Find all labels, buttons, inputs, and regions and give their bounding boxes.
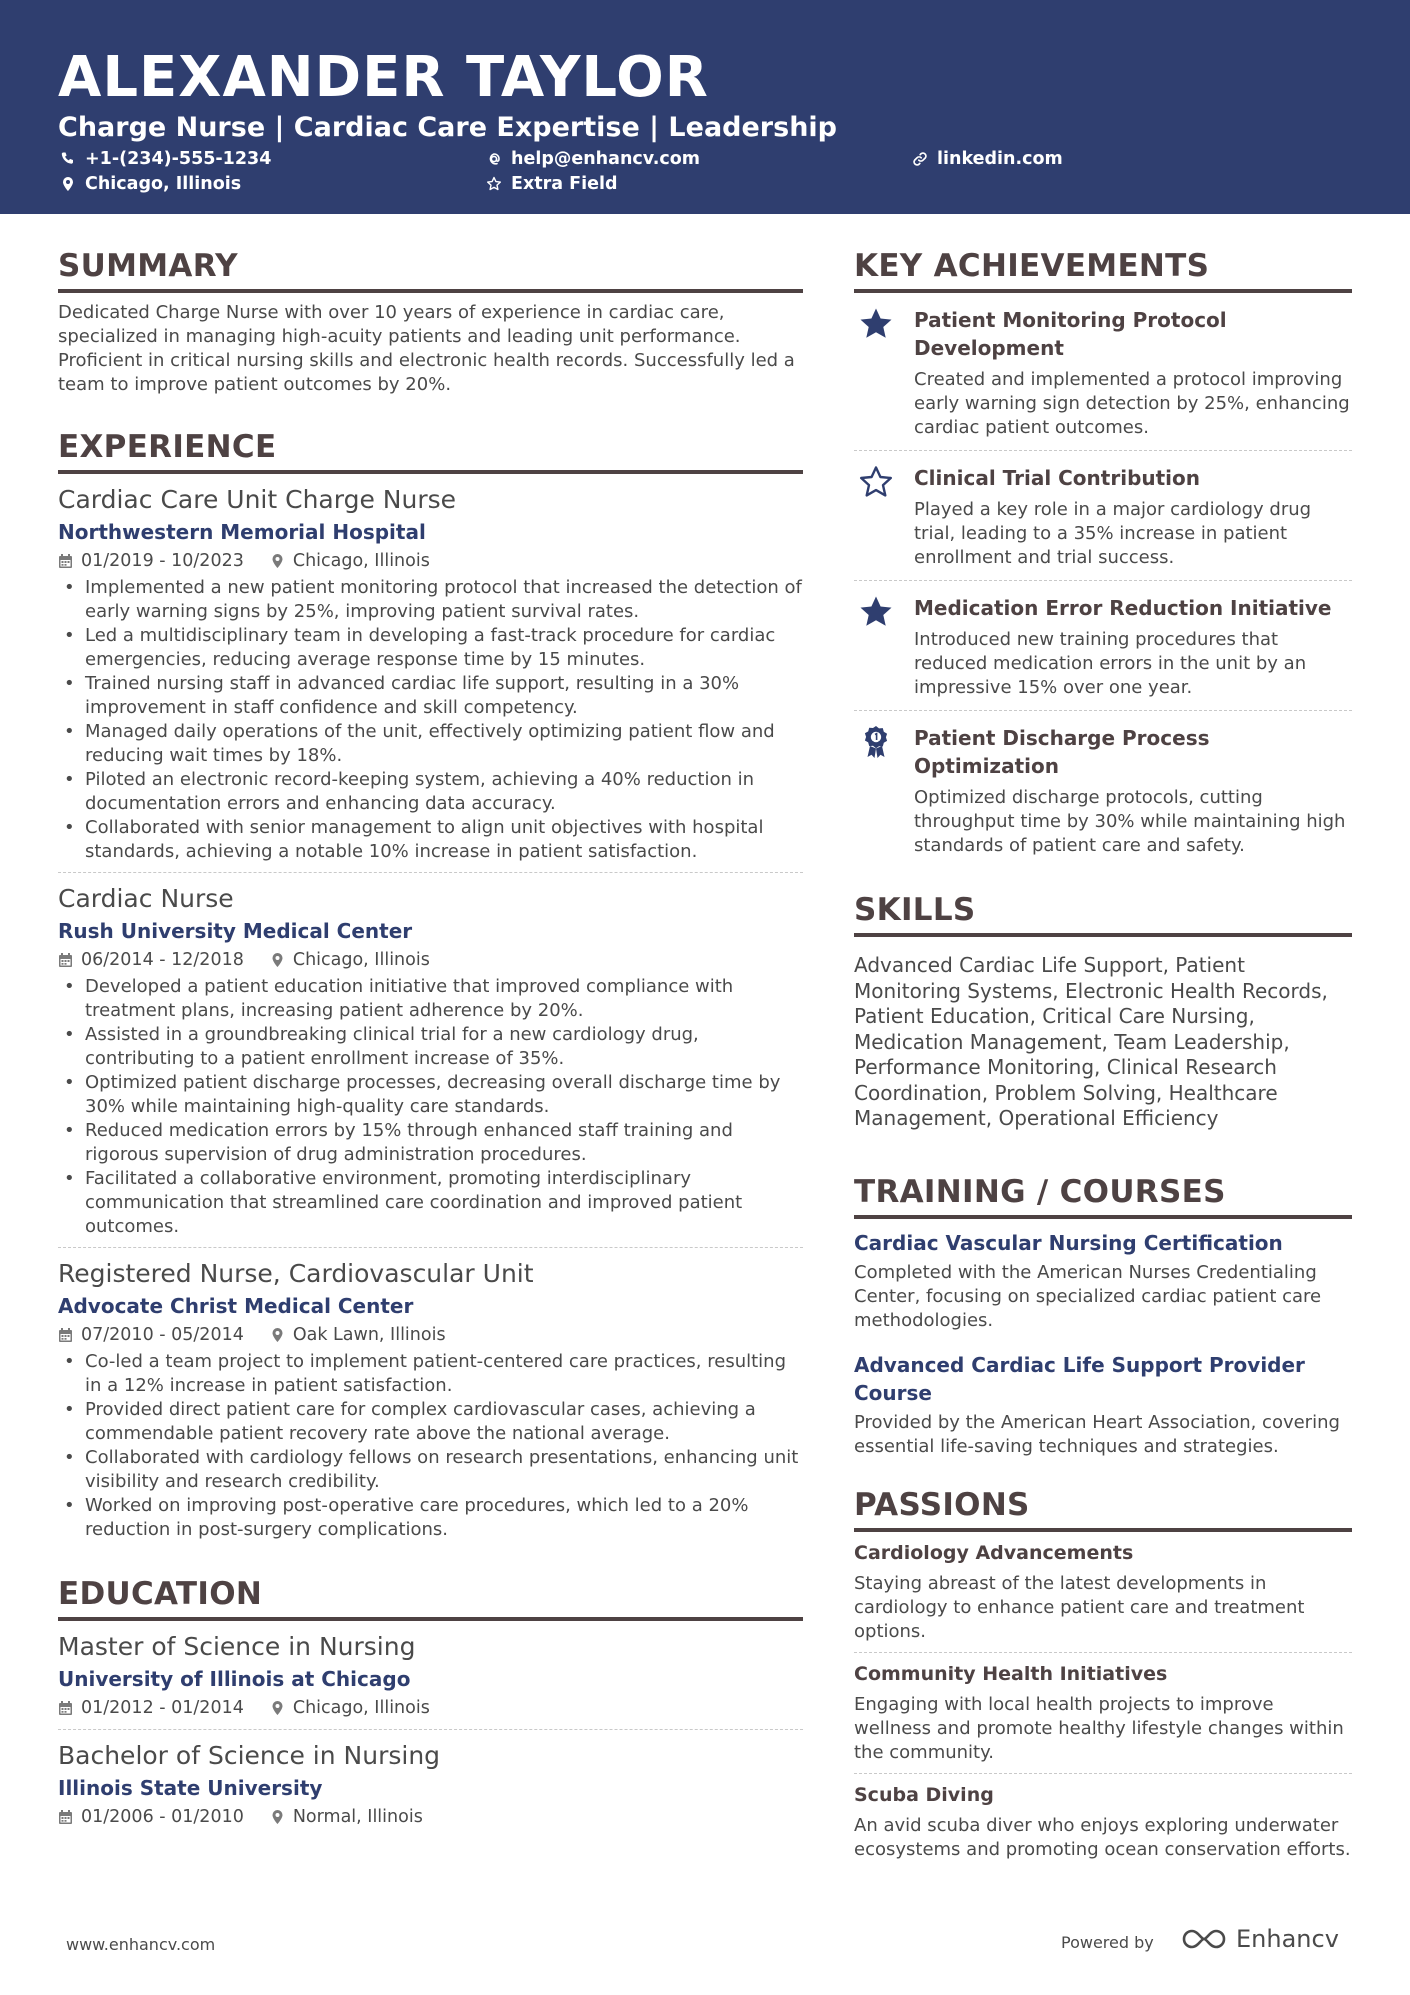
- list-item: • Provided direct patient care for complex cardiovascular cases, achieving a commendable patient recovery rate above the national average.: [58, 1398, 803, 1446]
- map-pin-icon: [270, 1700, 285, 1716]
- experience-entry: [58, 873, 803, 1248]
- education-dates: 01/2012 - 01/2014: [58, 1695, 244, 1721]
- achievement-description: Introduced new training procedures that reduced medication errors in the unit by an impressive 15% over one year.: [914, 629, 1307, 698]
- education-meta: [58, 1695, 803, 1721]
- passion-description: An avid scuba diver who enjoys exploring underwater ecosystems and promoting ocean conservation efforts.: [854, 1814, 1351, 1860]
- left-column: [58, 246, 803, 1860]
- summary-text: Dedicated Charge Nurse with over 10 years of experience in cardiac care, specialized in managing high-acuity patients and leading unit performance. Proficient in critical nursing skills and electronic health records. Successfully led a team to improve patient outcomes by 20%.: [58, 302, 795, 395]
- enhancv-logo-icon: [1180, 1925, 1228, 1953]
- passion-title: Community Health Initiatives: [854, 1662, 1168, 1685]
- passions-section: [854, 1485, 1352, 1870]
- degree-title: Master of Science in Nursing: [58, 1632, 416, 1661]
- list-item: • Facilitated a collaborative environment, promoting interdisciplinary communication that streamlined care coordination and improved patient outcomes.: [58, 1167, 803, 1239]
- map-pin-icon: [270, 553, 285, 569]
- job-bullets: [58, 1350, 803, 1542]
- star-filled-icon: [858, 594, 894, 630]
- location-text: Chicago, Illinois: [85, 174, 242, 194]
- job-location: Chicago, Illinois: [270, 947, 430, 973]
- job-title: Registered Nurse, Cardiovascular Unit: [58, 1259, 534, 1288]
- calendar-icon: [58, 1809, 73, 1825]
- list-item: • Developed a patient education initiative that improved compliance with treatment plans, increasing patient adherence by 20%.: [58, 975, 803, 1023]
- experience-entry: [58, 1248, 803, 1550]
- job-dates: 01/2019 - 10/2023: [58, 548, 244, 574]
- list-item: • Assisted in a groundbreaking clinical trial for a new cardiology drug, contributing to a patient enrollment increase of 35%.: [58, 1023, 803, 1071]
- achievements-section: [854, 246, 1352, 868]
- phone-icon: [60, 151, 76, 167]
- achievement-description: Optimized discharge protocols, cutting throughput time by 30% while maintaining high standards of patient care and safety.: [914, 787, 1346, 856]
- education-meta: [58, 1804, 803, 1830]
- achievement-description: Created and implemented a protocol improving early warning sign detection by 25%, enhancing cardiac patient outcomes.: [914, 369, 1350, 438]
- calendar-icon: [58, 1327, 73, 1343]
- star-outline-icon: [858, 464, 894, 500]
- school-name: University of Illinois at Chicago: [58, 1667, 411, 1691]
- link-icon: [912, 151, 928, 167]
- course-item: [854, 1219, 1352, 1341]
- calendar-icon: [58, 1700, 73, 1716]
- achievement-title: Patient Discharge Process Optimization: [914, 726, 1210, 778]
- list-item: • Optimized patient discharge processes, decreasing overall discharge time by 30% while maintaining high-quality care standards.: [58, 1071, 803, 1119]
- training-section: [854, 1172, 1352, 1467]
- list-item: • Led a multidisciplinary team in developing a fast-track procedure for cardiac emergencies, reducing average response time by 15 minutes.: [58, 624, 803, 672]
- candidate-name: ALEXANDER TAYLOR: [58, 45, 709, 110]
- list-item: • Trained nursing staff in advanced cardiac life support, resulting in a 30% improvement in staff confidence and skill competency.: [58, 672, 803, 720]
- achievement-item: [854, 581, 1352, 711]
- education-location: Normal, Illinois: [270, 1804, 423, 1830]
- list-item: • Collaborated with senior management to align unit objectives with hospital standards, achieving a notable 10% increase in patient satisfaction.: [58, 816, 803, 864]
- at-sign-icon: [486, 151, 502, 167]
- list-item: • Co-led a team project to implement patient-centered care practices, resulting in a 12% increase in patient satisfaction.: [58, 1350, 803, 1398]
- enhancv-logo-text: Enhancv: [1236, 1925, 1339, 1953]
- right-column: [854, 246, 1352, 1892]
- achievement-item: [854, 293, 1352, 451]
- job-meta: [58, 548, 803, 574]
- map-pin-icon: [60, 176, 76, 192]
- candidate-headline: Charge Nurse | Cardiac Care Expertise | Leadership: [58, 112, 837, 143]
- passions-heading: PASSIONS: [854, 1485, 1352, 1532]
- list-item: • Worked on improving post-operative care procedures, which led to a 20% reduction in post-surgery complications.: [58, 1494, 803, 1542]
- passion-description: Engaging with local health projects to improve wellness and promote healthy lifestyle changes within the community.: [854, 1693, 1344, 1763]
- contact-linkedin[interactable]: [912, 148, 1063, 170]
- company-name: Advocate Christ Medical Center: [58, 1294, 414, 1318]
- calendar-icon: [58, 553, 73, 569]
- education-heading: EDUCATION: [58, 1574, 803, 1621]
- achievement-description: Played a key role in a major cardiology drug trial, leading to a 35% increase in patient enrollment and trial success.: [914, 499, 1312, 568]
- education-dates: 01/2006 - 01/2010: [58, 1804, 244, 1830]
- job-title: Cardiac Nurse: [58, 884, 234, 913]
- map-pin-icon: [270, 952, 285, 968]
- course-title: Advanced Cardiac Life Support Provider Course: [854, 1352, 1305, 1405]
- education-section: [58, 1574, 803, 1838]
- list-item: • Collaborated with cardiology fellows on research presentations, enhancing unit visibility and research credibility.: [58, 1446, 803, 1494]
- job-bullets: [58, 576, 803, 864]
- achievement-title: Medication Error Reduction Initiative: [914, 596, 1332, 620]
- job-bullets: [58, 975, 803, 1239]
- list-item: • Piloted an electronic record-keeping system, achieving a 40% reduction in documentation errors and enhancing data accuracy.: [58, 768, 803, 816]
- company-name: Northwestern Memorial Hospital: [58, 520, 426, 544]
- training-heading: TRAINING / COURSES: [854, 1172, 1352, 1219]
- course-item: [854, 1341, 1352, 1467]
- map-pin-icon: [270, 1809, 285, 1825]
- enhancv-logo[interactable]: [1180, 1925, 1339, 1953]
- course-description: Completed with the American Nurses Credentialing Center, focusing on specialized cardiac patient care methodologies.: [854, 1261, 1322, 1331]
- summary-section: [58, 246, 803, 397]
- footer-website-link[interactable]: www.enhancv.com: [66, 1935, 216, 1954]
- achievement-title: Clinical Trial Contribution: [914, 466, 1201, 490]
- experience-heading: EXPERIENCE: [58, 427, 803, 474]
- education-entry: [58, 1730, 803, 1838]
- skills-list: Advanced Cardiac Life Support, Patient Monitoring Systems, Electronic Health Records, Patient Education, Critical Care Nursing, Medication Management, Team Leadership, Performance Monitoring, Clinical Research Coordination, Problem Solving, Healthcare Management, Operational Efficiency: [854, 953, 1328, 1130]
- skills-section: [854, 890, 1352, 1132]
- company-name: Rush University Medical Center: [58, 919, 413, 943]
- achievement-title: Patient Monitoring Protocol Development: [914, 308, 1227, 360]
- passion-description: Staying abreast of the latest developments in cardiology to enhance patient care and treatment options.: [854, 1572, 1305, 1642]
- linkedin-link: linkedin.com: [937, 149, 1063, 169]
- achievements-heading: KEY ACHIEVEMENTS: [854, 246, 1352, 293]
- passion-title: Scuba Diving: [854, 1783, 994, 1806]
- job-location: Chicago, Illinois: [270, 548, 430, 574]
- course-description: Provided by the American Heart Association, covering essential life-saving techniques and strategies.: [854, 1411, 1340, 1457]
- extra-field-text: Extra Field: [511, 174, 618, 194]
- list-item: • Managed daily operations of the unit, effectively optimizing patient flow and reducing wait times by 18%.: [58, 720, 803, 768]
- education-entry: [58, 1621, 803, 1730]
- achievement-item: [854, 451, 1352, 581]
- passion-item: [854, 1653, 1352, 1774]
- list-item: • Reduced medication errors by 15% through enhanced staff training and rigorous supervision of drug administration procedures.: [58, 1119, 803, 1167]
- job-location: Oak Lawn, Illinois: [270, 1322, 446, 1348]
- star-outline-icon: [486, 176, 502, 192]
- contact-email[interactable]: [486, 148, 700, 170]
- email-address: help@enhancv.com: [511, 149, 701, 169]
- star-filled-icon: [858, 306, 894, 342]
- job-title: Cardiac Care Unit Charge Nurse: [58, 485, 456, 514]
- list-item: • Implemented a new patient monitoring protocol that increased the detection of early warning signs by 25%, improving patient survival rates.: [58, 576, 803, 624]
- education-location: Chicago, Illinois: [270, 1695, 430, 1721]
- passion-title: Cardiology Advancements: [854, 1541, 1134, 1564]
- calendar-icon: [58, 952, 73, 968]
- resume-header: [0, 0, 1410, 214]
- job-meta: [58, 947, 803, 973]
- experience-section: [58, 427, 803, 1550]
- contact-extra: [486, 173, 618, 195]
- degree-title: Bachelor of Science in Nursing: [58, 1741, 441, 1770]
- job-dates: 06/2014 - 12/2018: [58, 947, 244, 973]
- award-ribbon-icon: [858, 724, 894, 760]
- job-meta: [58, 1322, 803, 1348]
- summary-heading: SUMMARY: [58, 246, 803, 293]
- school-name: Illinois State University: [58, 1776, 323, 1800]
- phone-number: +1-(234)-555-1234: [85, 149, 272, 169]
- course-title: Cardiac Vascular Nursing Certification: [854, 1230, 1283, 1255]
- achievement-item: [854, 711, 1352, 868]
- map-pin-icon: [270, 1327, 285, 1343]
- job-dates: 07/2010 - 05/2014: [58, 1322, 244, 1348]
- experience-entry: [58, 474, 803, 873]
- footer-powered-by: Powered by: [1061, 1933, 1154, 1952]
- contact-phone[interactable]: [60, 148, 271, 170]
- contact-location: [60, 173, 241, 195]
- passion-item: [854, 1774, 1352, 1870]
- skills-heading: SKILLS: [854, 890, 1352, 937]
- passion-item: [854, 1532, 1352, 1653]
